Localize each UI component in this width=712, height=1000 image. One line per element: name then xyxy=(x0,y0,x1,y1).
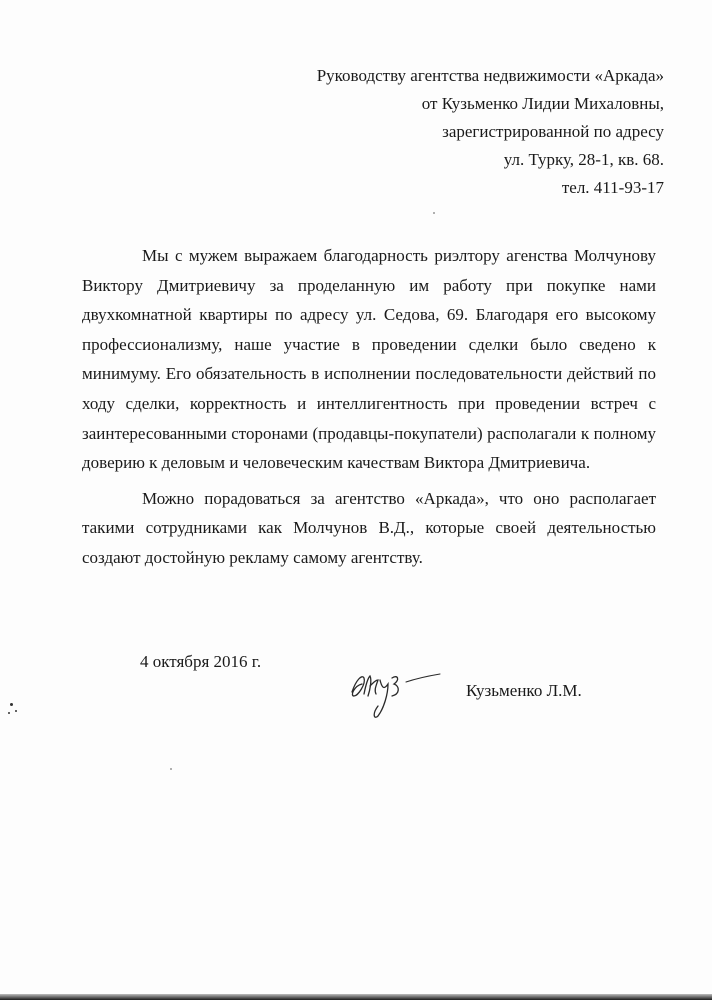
header-address: ул. Турку, 28-1, кв. 68. xyxy=(503,150,664,169)
scan-speck xyxy=(8,712,10,714)
header-registered: зарегистрированной по адресу xyxy=(442,122,664,141)
signer-name: Кузьменко Л.М. xyxy=(466,681,582,700)
scan-speck xyxy=(10,703,13,706)
body-paragraph: Мы с мужем выражаем благодарность риэлтору агенства Молчунову Виктору Дмитриевичу за проделанную им работу при покупке нами двухкомнатной квартиры по адресу ул. Седова, 69. Благодаря его высокому профессионализму, наше участие в проведении сделки было сведено к минимуму. Его обязательность в исполнении последовательности действий по ходу сделки, корректность и интеллигентность при проведении встреч с заинтересованными сторонами (продавцы-покупатели) располагали к полному доверию к деловым и человеческим качествам Виктора Дмитриевича. xyxy=(82,246,656,473)
scan-edge xyxy=(0,994,712,1000)
letter-body xyxy=(82,241,656,573)
header-sender: от Кузьменко Лидии Михаловны, xyxy=(421,94,664,113)
scan-speck xyxy=(433,212,435,214)
body-paragraph: Можно порадоваться за агентство «Аркада», что оно располагает такими сотрудниками как Молчунов В.Д., которые своей деятельностью создают достойную рекламу самому агентству. xyxy=(82,488,656,567)
letter-header xyxy=(317,62,664,202)
scan-speck xyxy=(15,710,17,712)
scan-speck xyxy=(170,768,172,770)
handwritten-signature-icon xyxy=(348,666,443,722)
header-recipient: Руководству агентства недвижимости «Аркада» xyxy=(316,66,664,85)
header-phone: тел. 411-93-17 xyxy=(561,178,664,197)
letter-date: 4 октября 2016 г. xyxy=(140,652,262,671)
